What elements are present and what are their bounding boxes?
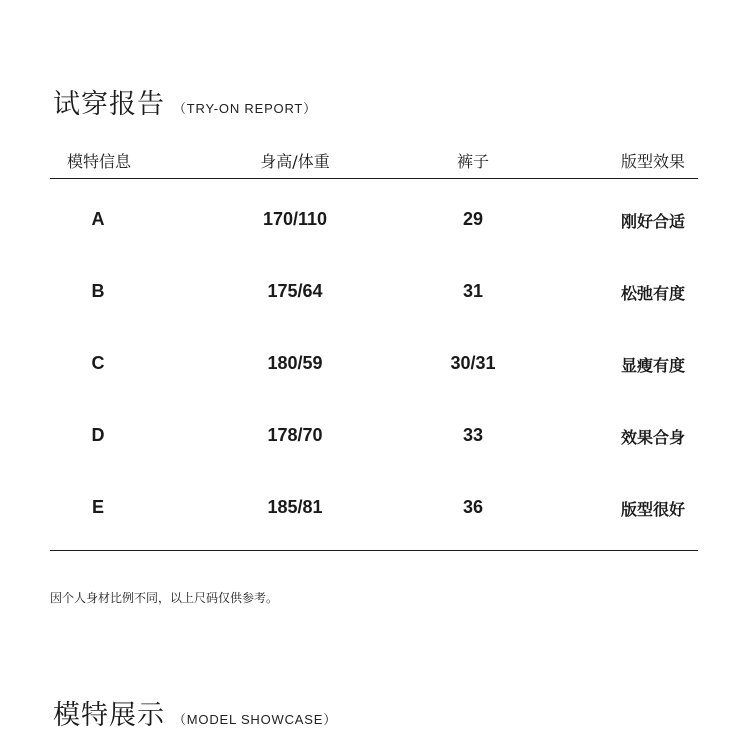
showcase-title-en: （MODEL SHOWCASE）: [173, 712, 338, 727]
header-height-weight: 身高/体重: [260, 152, 330, 171]
cell-height-weight: 178/70: [267, 425, 323, 445]
report-title-en: （TRY-ON REPORT）: [173, 101, 317, 116]
cell-pants: 31: [462, 281, 484, 301]
table-row: [50, 497, 698, 537]
table-row: [50, 281, 698, 321]
cell-model: C: [91, 353, 105, 373]
header-model: 模特信息: [66, 152, 131, 171]
cell-fit: 显瘦有度: [620, 356, 685, 375]
cell-pants: 30/31: [450, 353, 496, 373]
cell-model: E: [91, 497, 104, 517]
cell-pants: 36: [462, 497, 484, 517]
cell-pants: 33: [462, 425, 484, 445]
table-row: [50, 209, 698, 249]
cell-model: B: [91, 281, 105, 301]
cell-height-weight: 180/59: [267, 353, 323, 373]
showcase-title: 模特展示: [53, 700, 165, 731]
header-fit: 版型效果: [620, 152, 685, 171]
report-title: 试穿报告: [53, 89, 165, 120]
cell-model: A: [91, 209, 105, 229]
table-row: [50, 425, 698, 465]
report-section-title: [53, 82, 317, 121]
size-report-table: [50, 145, 698, 551]
cell-height-weight: 175/64: [267, 281, 323, 301]
cell-fit: 效果合身: [620, 428, 685, 447]
cell-model: D: [91, 425, 105, 445]
size-disclaimer: 因个人身材比例不同，以上尺码仅供参考。: [50, 591, 279, 605]
cell-height-weight: 185/81: [267, 497, 323, 517]
table-row: [50, 353, 698, 393]
cell-fit: 松弛有度: [620, 284, 685, 303]
table-header: [50, 145, 698, 179]
table-body: [50, 179, 698, 551]
cell-fit: 刚好合适: [620, 212, 685, 231]
header-pants: 裤子: [456, 152, 489, 171]
cell-pants: 29: [462, 209, 484, 229]
showcase-section-title: [53, 693, 337, 732]
cell-height-weight: 170/110: [262, 209, 328, 229]
cell-fit: 版型很好: [620, 500, 685, 519]
